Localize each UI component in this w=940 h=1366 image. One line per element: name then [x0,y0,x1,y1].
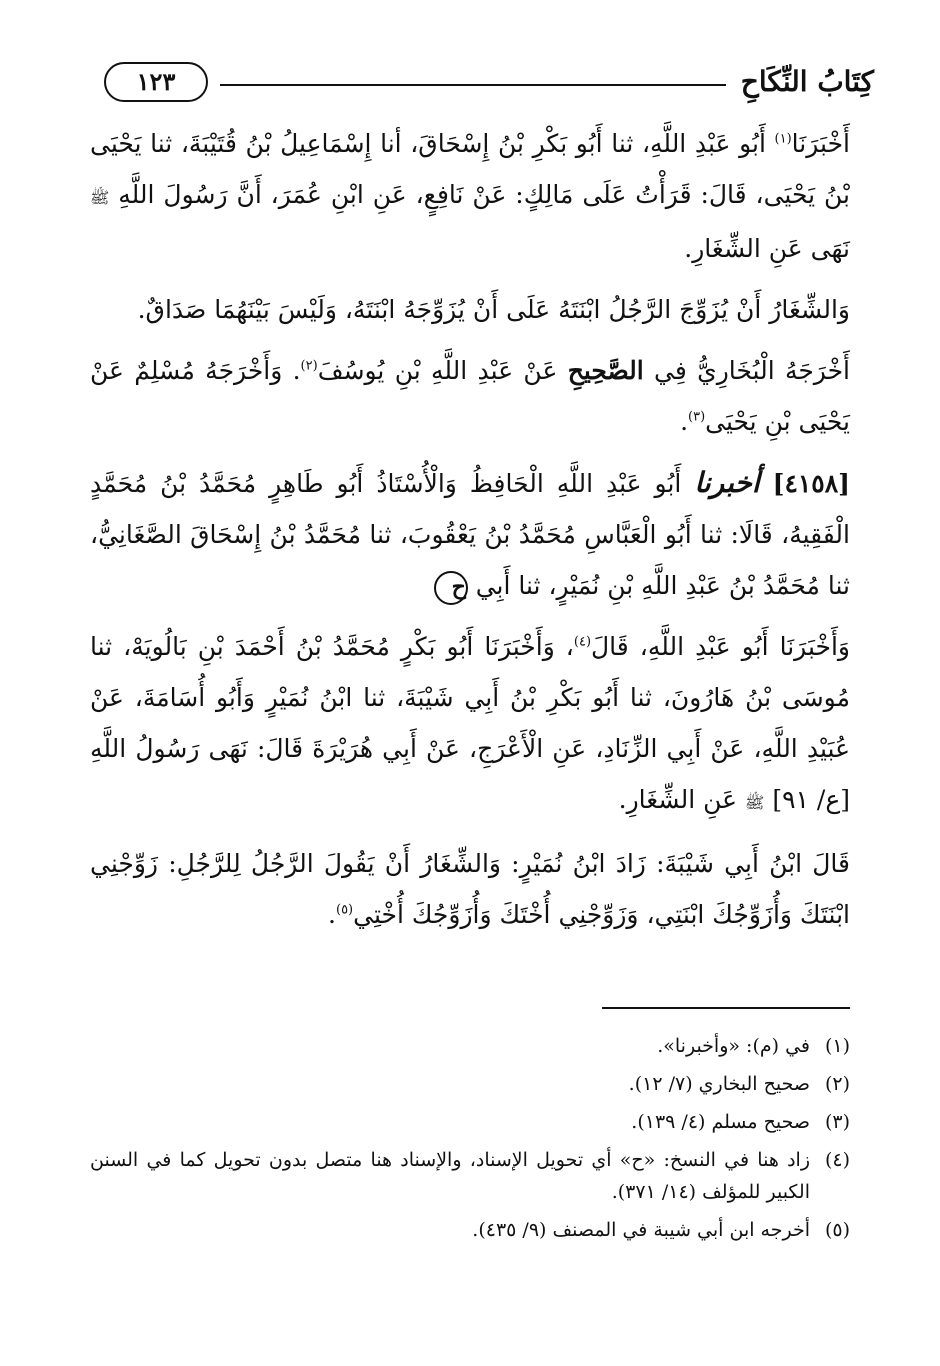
footnote-separator [602,1007,850,1009]
tahwil-marker: ح [434,571,468,605]
paragraph-text: ، وَأَخْبَرَنَا أَبُو بَكْرٍ مُحَمَّدُ بْنُ أَحْمَدَ بْنِ بَالُويَهْ، ثنا مُوسَى بْنُ هَارُونَ، ثنا أَبُو بَكْرِ بْنُ أَبِي شَيْبَةَ، ثنا ابْنُ نُمَيْرٍ وَأَبُو أُسَامَةَ، عَنْ عُبَيْدِ اللَّهِ، عَنْ أَبِي الزِّنَادِ، عَنِ الْأَعْرَجِ، عَنْ أَبِي هُرَيْرَةَ قَالَ: نَهَى رَسُولُ اللَّهِ [90,632,850,763]
footnote-ref-5: (٥) [335,902,354,918]
paragraph-text: . وَأَخْرَجَهُ مُسْلِمٌ عَنْ يَحْيَى بْنِ يَحْيَى [90,356,850,436]
paragraph-text: عَنْ عَبْدِ اللَّهِ بْنِ يُوسُفَ [317,356,568,385]
page-header [104,62,874,110]
akhbarana-heading: أخبرنا [694,466,760,499]
main-text [90,118,850,950]
footnote-ref-4: (٤) [573,634,592,650]
paragraph-text: قَالَ ابْنُ أَبِي شَيْبَةَ: زَادَ ابْنُ نُمَيْرٍ: وَالشِّغَارُ أَنْ يَقُولَ الرَّجُلُ لِلرَّجُلِ: زَوِّجْنِي ابْنَتَكَ وَأُزَوِّجُكَ ابْنَتِي، وَزَوِّجْنِي أُخْتَكَ وَأُزَوِّجُكَ أُخْتِي [90,849,850,929]
footnote-text: صحيح مسلم (٤/ ١٣٩). [631,1111,810,1133]
footnote-text: أخرجه ابن أبي شيبة في المصنف (٩/ ٤٣٥). [472,1219,810,1241]
footnote-ref-3: (٣) [688,409,706,425]
paragraph-1 [90,118,850,274]
footnote-number: (٢) [824,1073,850,1095]
manuscript-marker: [ع/ ٩١] [772,785,850,814]
footnote-number: (٥) [824,1219,850,1241]
paragraph-text: أَبُو عَبْدِ اللَّهِ الْحَافِظُ وَالْأُسْتَاذُ أَبُو طَاهِرٍ مُحَمَّدُ بْنُ مُحَمَّدٍ الْفَقِيهُ، قَالَا: ثنا أَبُو الْعَبَّاسِ مُحَمَّدُ بْنُ يَعْقُوبَ، ثنا مُحَمَّدُ بْنُ إِسْحَاقَ الصَّغَانِيُّ، ثنا مُحَمَّدُ بْنُ عَبْدِ اللَّهِ بْنِ نُمَيْرٍ، ثنا أَبِي [90,469,850,600]
paragraph-text: . [328,900,336,929]
footnote-ref-2: (٢) [300,358,318,374]
footnote-text: صحيح البخاري (٧/ ١٢). [628,1073,810,1095]
paragraph-text: . [680,407,689,436]
paragraph-4 [90,457,850,611]
footnote-number: (٣) [824,1111,850,1133]
footnote-item [90,1214,850,1246]
footnote-item [90,1144,850,1208]
footnote-item [90,1068,850,1100]
footnote-number: (١) [824,1035,850,1057]
footnote-text: في (م): «وأخبرنا». [657,1035,810,1057]
salla-glyph: ﷺ [745,793,765,812]
hadith-number: [٤١٥٨] [772,469,850,498]
book-reference: الصَّحِيحِ [567,356,644,385]
footnote-number: (٤) [824,1149,850,1171]
paragraph-3 [90,345,850,447]
page-number: ١٢٣ [104,62,208,102]
paragraph-text: أَخْرَجَهُ الْبُخَارِيُّ فِي [643,356,851,385]
footnote-item [90,1106,850,1138]
salla-glyph: ﷺ [90,188,110,207]
paragraph-text: أَبُو عَبْدِ اللَّهِ، ثنا أَبُو بَكْرِ بْنُ إِسْحَاقَ، أنا إِسْمَاعِيلُ بْنُ قُتَيْبَةَ، ثنا يَحْيَى بْنُ يَحْيَى، قَالَ: قَرَأْتُ عَلَى مَالِكٍ: عَنْ نَافِعٍ، عَنِ ابْنِ عُمَرَ، أَنَّ رَسُولَ اللَّهِ [90,129,850,209]
paragraph-text: وَالشِّغَارُ أَنْ يُزَوِّجَ الرَّجُلُ ابْنَتَهُ عَلَى أَنْ يُزَوِّجَهُ ابْنَتَهُ، وَلَيْسَ بَيْنَهُمَا صَدَاقٌ. [137,295,850,324]
footnote-item [90,1030,850,1062]
paragraph-text: أَخْبَرَنَا [791,129,850,158]
paragraph-text: وَأَخْبَرَنَا أَبُو عَبْدِ اللَّهِ، قَالَ [591,632,850,661]
footnote-ref-1: (١) [774,131,792,147]
paragraph-2 [90,284,850,335]
paragraph-text: نَهَى عَنِ الشِّغَارِ. [684,234,850,263]
footnote-text: زاد هنا في النسخ: «ح» أي تحويل الإسناد، والإسناد هنا متصل بدون تحويل كما في السنن الكبير للمؤلف (١٤/ ٣٧١). [90,1149,810,1203]
header-rule [220,84,726,86]
paragraph-6 [90,838,850,940]
paragraph-5 [90,621,850,828]
book-title: كِتَابُ النِّكَاحِ [740,65,874,98]
footnotes [90,1030,850,1252]
paragraph-text: عَنِ الشِّغَارِ. [618,785,746,814]
